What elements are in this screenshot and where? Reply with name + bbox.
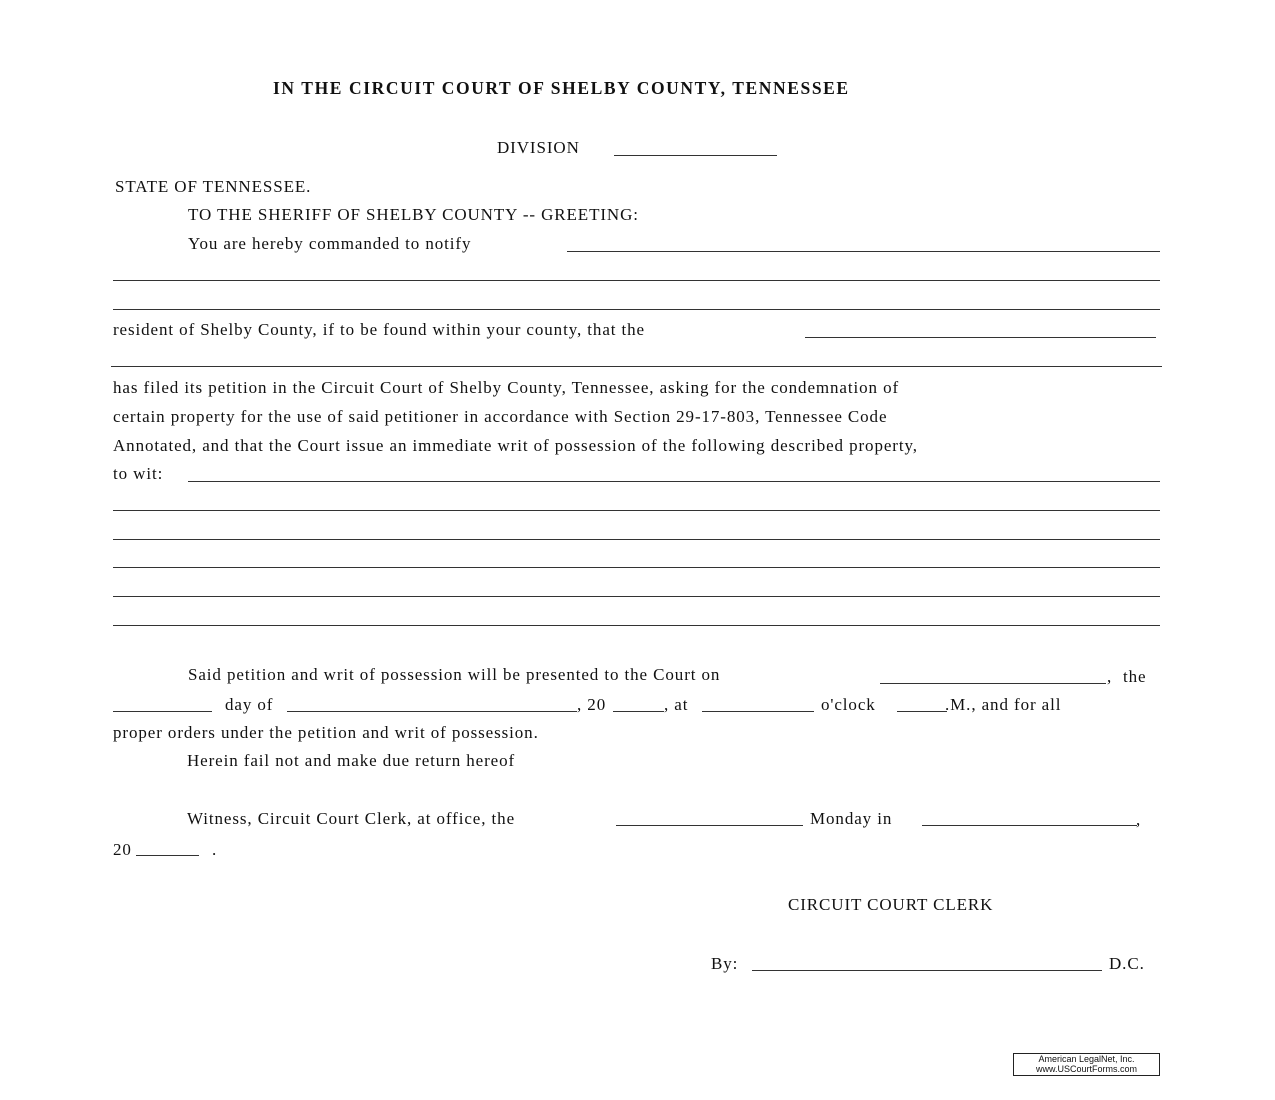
command-text: You are hereby commanded to notify — [188, 234, 472, 253]
oclock-label: o'clock — [821, 695, 876, 714]
division-label: DIVISION — [497, 138, 580, 157]
property-line-3[interactable] — [113, 539, 1160, 540]
witness-day-blank[interactable] — [616, 825, 803, 826]
year-prefix-label: , 20 — [577, 695, 607, 714]
state-of-tennessee: STATE OF TENNESSEE. — [115, 177, 312, 196]
day-of-label: day of — [225, 695, 274, 714]
herein-text: Herein fail not and make due return hereof — [187, 751, 516, 770]
property-line-2[interactable] — [113, 510, 1160, 511]
presentation-text: Said petition and writ of possession will be presented to the Court on — [188, 665, 721, 684]
year-blank[interactable] — [613, 711, 664, 712]
witness-text: Witness, Circuit Court Clerk, at office, the — [187, 809, 516, 828]
proper-orders-text: proper orders under the petition and writ of possession. — [113, 723, 539, 742]
petition-line-2: certain property for the use of said petitioner in accordance with Section 29-17-803, Tennessee Code — [113, 407, 888, 426]
court-date-blank[interactable] — [880, 683, 1106, 684]
notify-line-3[interactable] — [113, 309, 1160, 310]
notify-name-blank[interactable] — [567, 251, 1160, 252]
notify-line-2[interactable] — [113, 280, 1160, 281]
property-line-5[interactable] — [113, 596, 1160, 597]
witness-month-blank[interactable] — [922, 825, 1137, 826]
hour-blank[interactable] — [702, 711, 814, 712]
property-line-1[interactable] — [188, 481, 1160, 482]
witness-period: . — [212, 840, 218, 859]
resident-text: resident of Shelby County, if to be found within your county, that the — [113, 320, 646, 339]
petitioner-blank[interactable] — [805, 337, 1156, 338]
by-label: By: — [711, 954, 739, 973]
division-blank[interactable] — [614, 155, 777, 156]
greeting-line: TO THE SHERIFF OF SHELBY COUNTY -- GREETING: — [188, 205, 639, 224]
the-label: the — [1123, 667, 1147, 686]
month-blank[interactable] — [287, 711, 577, 712]
day-number-blank[interactable] — [113, 711, 212, 712]
petition-line-3: Annotated, and that the Court issue an immediate writ of possession of the following described property, — [113, 436, 918, 455]
witness-year-prefix: 20 — [113, 840, 132, 859]
signature-blank[interactable] — [752, 970, 1102, 971]
am-pm-blank[interactable] — [897, 711, 947, 712]
property-line-4[interactable] — [113, 567, 1160, 568]
witness-year-blank[interactable] — [136, 855, 199, 856]
clerk-title: CIRCUIT COURT CLERK — [788, 895, 994, 914]
monday-in-label: Monday in — [810, 809, 893, 828]
publisher-stamp — [1013, 1053, 1160, 1076]
petitioner-line-2[interactable] — [111, 366, 1162, 367]
property-line-6[interactable] — [113, 625, 1160, 626]
m-for-all-label: .M., and for all — [945, 695, 1062, 714]
court-title: IN THE CIRCUIT COURT OF SHELBY COUNTY, TENNESSEE — [273, 78, 850, 98]
petition-line-1: has filed its petition in the Circuit Court of Shelby County, Tennessee, asking for the condemnation of — [113, 378, 900, 397]
witness-comma: , — [1136, 810, 1142, 829]
at-label: , at — [664, 695, 689, 714]
presentation-comma: , — [1107, 667, 1113, 686]
publisher-website[interactable]: www.USCourtForms.com — [1035, 1064, 1137, 1074]
to-wit-label: to wit: — [113, 464, 164, 483]
dc-label: D.C. — [1109, 954, 1145, 973]
publisher-name: American LegalNet, Inc. — [1038, 1054, 1135, 1064]
